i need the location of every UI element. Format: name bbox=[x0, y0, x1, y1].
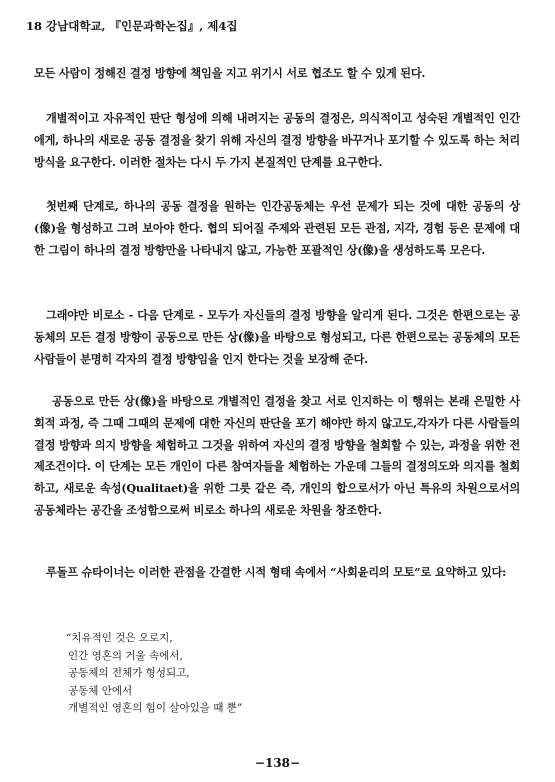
quote-line: 개별적인 영혼의 힘이 살아있을 때 뿐” bbox=[68, 702, 243, 715]
poem-quote bbox=[66, 630, 242, 718]
paragraph-1: 모든 사람이 정해진 결정 방향에 책임을 지고 위기시 서로 협조도 할 수 있게 된다. bbox=[34, 66, 426, 80]
quote-line: 인간 영혼의 거울 속에서, bbox=[68, 649, 183, 662]
quote-line: 공동체 안에서 bbox=[68, 684, 133, 697]
quote-line: 공동체의 전체가 형성되고, bbox=[68, 667, 190, 680]
paragraph-5: 공동으로 만든 상(像)을 바탕으로 개별적인 결정을 찾고 서로 인지하는 이 행위는 본래 은밀한 사회적 과정, 즉 그때 그때의 문제에 대한 자신의 판단을 포기 해야만 하지 않고도,각자가 다른 사람들의 결정 방향과 의지 방향을 체험하고 그것을 위하여 자신의 결정 방향을 철회할 수 있는, 과정을 위한 전제조건이다. 이 단계는 모든 개인이 다른 참여자들을 체험하는 가운데 그들의 결정의도와 의지를 철회하고, 새로운 속성(Qualitaet)을 위한 그릇 같은 즉, 개인의 합으로서가 아닌 특유의 차원으로서의 공동체라는 공간을 조성함으로써 비로소 하나의 새로운 차원을 창조한다. bbox=[34, 394, 520, 517]
running-head: 18 강남대학교, 『인문과학논집』, 제4집 bbox=[26, 19, 238, 33]
page-number: −138− bbox=[254, 756, 301, 770]
quote-line: “치유적인 것은 오로지, bbox=[66, 632, 173, 644]
paragraph-2: 개별적이고 자유적인 판단 형성에 의해 내려지는 공동의 결정은, 의식적이고 성숙된 개별적인 인간에게, 하나의 새로운 공동 결정을 찾기 위해 자신의 결정 방향을 바꾸거나 포기할 수 있도록 하는 처리 방식을 요구한다. 이러한 절차는 다시 두 가지 본질적인 단계를 요구한다. bbox=[34, 111, 520, 169]
paragraph-4: 그래야만 비로소 - 다음 단계로 - 모두가 자신들의 결정 방향을 알리게 된다. 그것은 한편으로는 공동체의 모든 결정 방향이 공동으로 만든 상(像)을 바탕으로 형성되고, 다른 한편으로는 공동체의 모든 사람들이 분명히 각자의 결정 방향임을 인지 한다는 것을 보장해 준다. bbox=[34, 308, 520, 366]
paragraph-3: 첫번째 단계로, 하나의 공동 결정을 원하는 인간공동체는 우선 문제가 되는 것에 대한 공동의 상(像)을 형성하고 그려 보아야 한다. 협의 되어질 주제와 관련된 모든 관점, 지각, 경험 등은 문제에 대한 그림이 하나의 결정 방향만을 나타내지 않고, 가능한 포괄적인 상(像)을 생성하도록 모은다. bbox=[34, 199, 520, 257]
paragraph-6: 루돌프 슈타이너는 이러한 관점을 간결한 시적 형태 속에서 “사회윤리의 모토”로 요약하고 있다: bbox=[46, 565, 507, 579]
